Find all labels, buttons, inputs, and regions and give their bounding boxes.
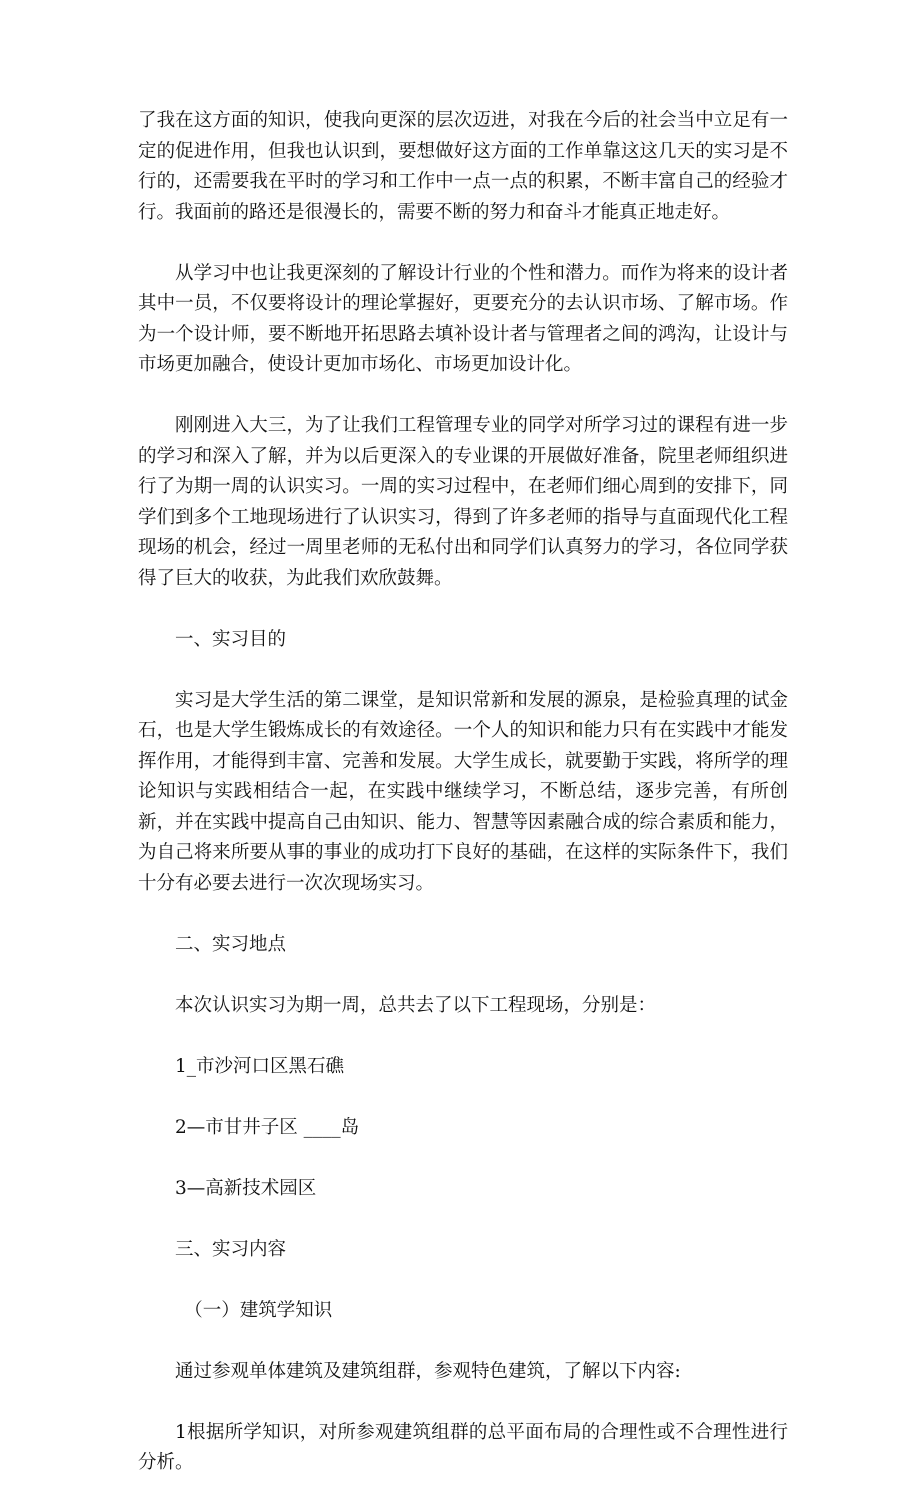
paragraph-internship-purpose: 实习是大学生活的第二课堂，是知识常新和发展的源泉，是检验真理的试金石，也是大学生锻炼成长的有效途径。一个人的知识和能力只有在实践中才能发挥作用，才能得到丰富、完善和发展。大学生成长，就要勤于实践，将所学的理论知识与实践相结合一起，在实践中继续学习，不断总结，逐步完善，有所创新，并在实践中提高自己由知识、能力、智慧等因素融合成的综合素质和能力，为自己将来所要从事的事业的成功打下良好的基础，在这样的实际条件下，我们十分有必要去进行一次次现场实习。 [138, 689, 788, 894]
paragraph-visit-intro: 通过参观单体建筑及建筑组群，参观特色建筑，了解以下内容: [175, 1360, 681, 1382]
location-item-3: 3—高新技术园区 [175, 1177, 317, 1199]
paragraph-continuation: 了我在这方面的知识，使我向更深的层次迈进，对我在今后的社会当中立足有一定的促进作用，但我也认识到，要想做好这方面的工作单靠这这几天的实习是不行的，还需要我在平时的学习和工作中一点一点的积累，不断丰富自己的经验才行。我面前的路还是很漫长的，需要不断的努力和奋斗才能真正地走好。 [138, 110, 788, 223]
paragraph-junior-year-internship: 刚刚进入大三，为了让我们工程管理专业的同学对所学习过的课程有进一步的学习和深入了解，并为以后更深入的专业课的开展做好准备，院里老师组织进行了为期一周的认识实习。一周的实习过程中，在老师们细心周到的安排下，同学们到多个工地现场进行了认识实习，得到了许多老师的指导与直面现代化工程现场的机会，经过一周里老师的无私付出和同学们认真努力的学习，各位同学获得了巨大的收获，为此我们欢欣鼓舞。 [138, 415, 788, 589]
location-item-1: 1_市沙河口区黑石礁 [175, 1055, 345, 1077]
document-body [138, 106, 788, 1509]
section-heading-location: 二、实习地点 [175, 933, 287, 955]
paragraph-location-intro: 本次认识实习为期一周，总共去了以下工程现场，分别是： [175, 994, 657, 1016]
section-heading-purpose: 一、实习目的 [175, 628, 287, 650]
paragraph-layout-analysis: 1根据所学知识，对所参观建筑组群的总平面布局的合理性或不合理性进行分析。 [138, 1421, 788, 1473]
location-item-2: 2—市甘井子区 ____岛 [175, 1116, 360, 1138]
section-heading-content: 三、实习内容 [175, 1238, 287, 1260]
subsection-heading-architecture: （一）建筑学知识 [184, 1299, 333, 1321]
paragraph-design-industry: 从学习中也让我更深刻的了解设计行业的个性和潜力。而作为将来的设计者其中一员，不仅要将设计的理论掌握好，更要充分的去认识市场、了解市场。作为一个设计师，要不断地开拓思路去填补设计者与管理者之间的鸿沟，让设计与市场更加融合，使设计更加市场化、市场更加设计化。 [138, 262, 788, 375]
